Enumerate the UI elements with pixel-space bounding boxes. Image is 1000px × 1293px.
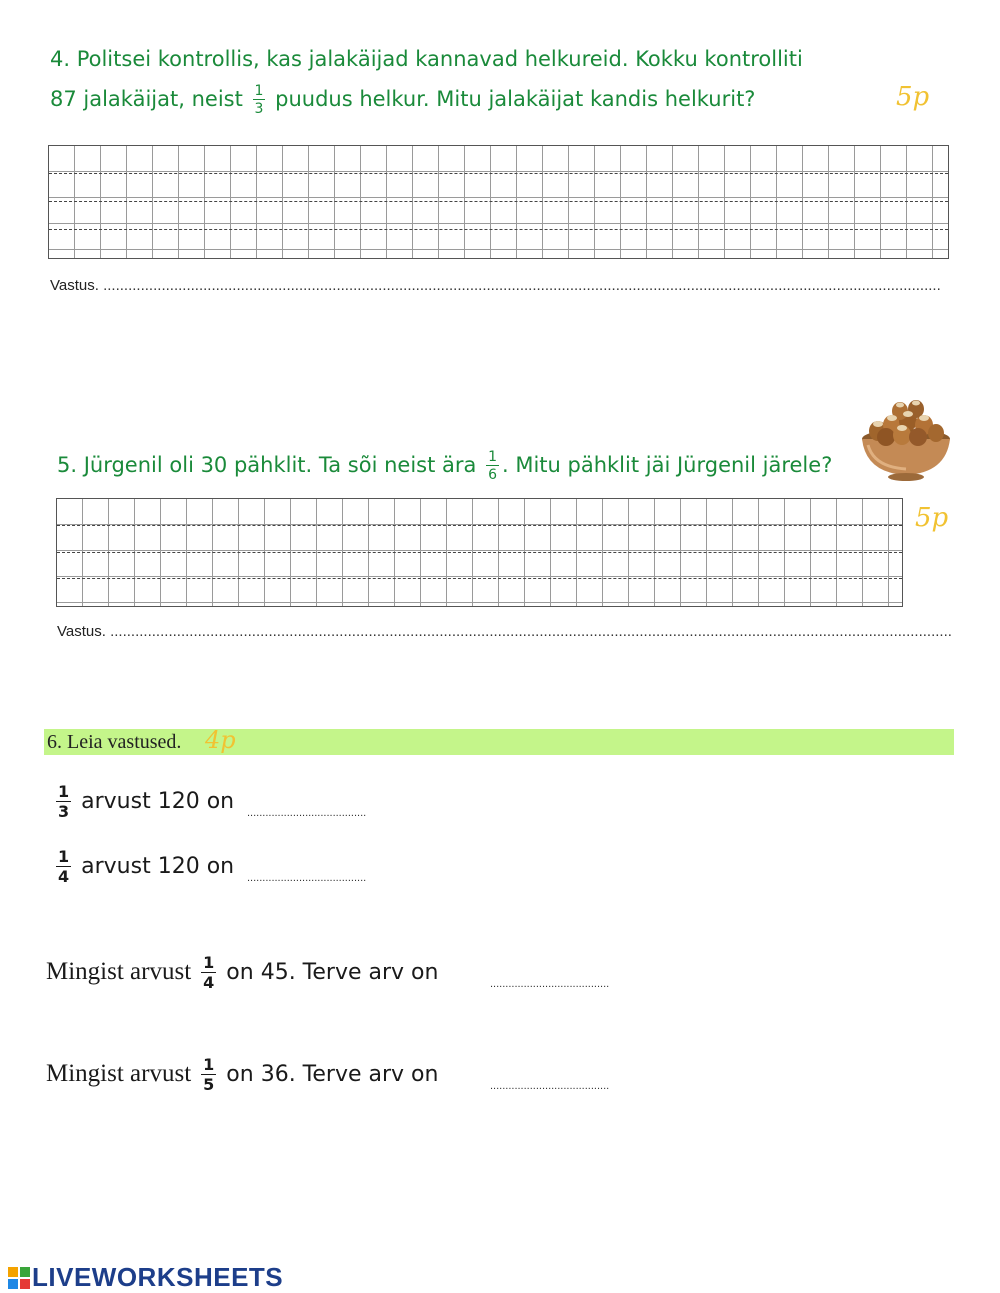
q6-item-2-den: 4 <box>58 867 70 886</box>
grid-divider <box>57 578 902 579</box>
q6-whole-1-after: on 45. Terve arv on <box>226 960 439 985</box>
q6-whole-1 <box>46 955 438 991</box>
q6-item-2-answer[interactable]: ....................................... <box>247 872 367 884</box>
q6-item-1 <box>56 784 234 820</box>
q4-line2 <box>50 84 755 116</box>
q5-answer-line[interactable] <box>57 623 952 640</box>
q5-points: 5p <box>915 503 949 533</box>
liveworksheets-logo[interactable] <box>8 1262 283 1293</box>
grid-divider <box>49 201 948 202</box>
q5-answer-label: Vastus. <box>57 623 106 640</box>
q4-answer-line[interactable] <box>50 277 941 294</box>
q6-whole-1-answer[interactable]: ....................................... <box>490 978 610 990</box>
grid-divider <box>57 525 902 526</box>
q6-item-2-text: arvust 120 on <box>81 854 235 879</box>
q4-answer-grid[interactable] <box>48 145 949 259</box>
q5-text-before: 5. Jürgenil oli 30 pähklit. Ta sõi neist ära <box>57 453 477 477</box>
q6-whole-1-num: 1 <box>203 953 215 972</box>
q6-whole-2 <box>46 1057 438 1093</box>
q6-whole-1-before: Mingist arvust <box>46 958 192 985</box>
q4-points: 5p <box>896 82 930 112</box>
q6-item-2-num: 1 <box>58 847 70 866</box>
q6-whole-2-num: 1 <box>203 1055 215 1074</box>
q4-fraction-num: 1 <box>254 83 264 99</box>
q5-fraction-den: 6 <box>488 467 497 483</box>
grid-divider <box>57 552 902 553</box>
q6-whole-2-answer[interactable]: ....................................... <box>490 1080 610 1092</box>
liveworksheets-logo-text: LIVEWORKSHEETS <box>32 1262 284 1292</box>
q4-answer-label: Vastus. <box>50 277 99 294</box>
q6-points: 4p <box>205 726 236 754</box>
q6-title: 6. Leia vastused. <box>47 731 182 753</box>
q4-answer-dots: ......................................................................................................................................................................................................... <box>103 277 941 294</box>
q6-whole-2-den: 5 <box>203 1075 215 1094</box>
grid-divider <box>49 229 948 230</box>
hazelnut-bowl-image <box>860 395 952 483</box>
q5-fraction-num: 1 <box>488 449 497 465</box>
q6-whole-1-den: 4 <box>203 973 215 992</box>
q6-whole-1-fraction <box>201 955 216 991</box>
q6-item-1-answer[interactable]: ....................................... <box>247 807 367 819</box>
grid-divider <box>49 173 948 174</box>
liveworksheets-logo-icon <box>8 1267 30 1289</box>
q4-line2-before: 87 jalakäijat, neist <box>50 87 243 111</box>
q6-item-2 <box>56 849 234 885</box>
q6-whole-2-before: Mingist arvust <box>46 1060 192 1087</box>
q6-whole-2-fraction <box>201 1057 216 1093</box>
q5-answer-grid[interactable] <box>56 498 903 607</box>
q6-item-1-den: 3 <box>58 802 70 821</box>
q4-fraction-den: 3 <box>254 101 264 117</box>
q4-line1: 4. Politsei kontrollis, kas jalakäijad kannavad helkureid. Kokku kontrolliti <box>50 47 803 71</box>
q6-item-2-fraction <box>56 849 71 885</box>
q4-line2-after: puudus helkur. Mitu jalakäijat kandis helkurit? <box>275 87 756 111</box>
q5-answer-dots: .......................................................................................................................................................................................................... <box>110 623 952 640</box>
q5-text <box>57 450 832 482</box>
q5-text-after: . Mitu pähklit jäi Jürgenil järele? <box>501 453 833 477</box>
q5-fraction <box>486 450 499 482</box>
q6-whole-2-after: on 36. Terve arv on <box>226 1062 439 1087</box>
q6-item-1-fraction <box>56 784 71 820</box>
q6-item-1-text: arvust 120 on <box>81 789 235 814</box>
q4-fraction <box>253 84 266 116</box>
q6-item-1-num: 1 <box>58 782 70 801</box>
